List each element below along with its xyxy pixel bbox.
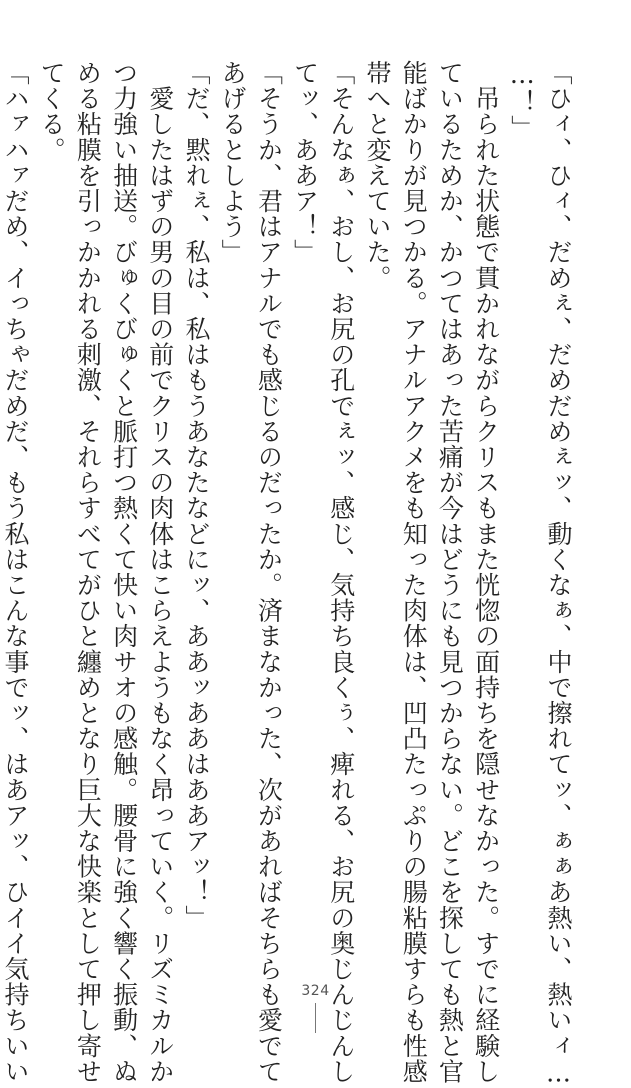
text-line: 「だ、黙れぇ、私は、私はもうあなたなどにッ、ああッああはああアッ！」 — [181, 60, 211, 931]
text-line: 吊られた状態で貫かれながらクリスもまた恍惚の面持ちを隠せなかった。すでに経験し — [471, 60, 501, 1084]
page-rule — [315, 1003, 316, 1033]
text-line: てッ、ああア！」 — [290, 60, 320, 265]
text-line: つ力強い抽送。びゅくびゅくと脈打つ熱くて快い肉サオの感触。腰骨に強く響く振動、ぬ — [109, 60, 139, 1084]
text-line: 愛したはずの男の目の前でクリスの肉体はこらえようもなく昂っていく。リズミカルか — [145, 60, 175, 1084]
text-line: 「そうか、君はアナルでも感じるのだったか。済まなかった、次があればそちらも愛でて — [254, 60, 284, 1084]
text-line: あげるとしよう」 — [218, 60, 248, 265]
text-line: 「そんなぁ、おし、お尻の孔でぇッ、感じ、気持ち良くぅ、痺れる、お尻の奥じんじんし — [326, 60, 356, 1084]
page-footer — [0, 980, 631, 999]
page-number: 324 — [301, 983, 330, 999]
text-line: 能ばかりが見つかる。アナルアクメをも知った肉体は、凹凸たっぷりの腸粘膜すらも性感 — [399, 60, 429, 1084]
text-line: める粘膜を引っかかれる刺激、それらすべてがひと纏めとなり巨大な快楽として押し寄せ — [73, 60, 103, 1084]
text-line: てくる。 — [37, 60, 67, 163]
text-line: 「ハァハァだめ、イっちゃだめだ、もう私はこんな事でッ、はあアッ、ひイイ気持ちいい — [0, 60, 30, 1084]
text-line: 帯へと変えていた。 — [362, 60, 392, 291]
text-line: …！」 — [507, 60, 537, 141]
text-line: ているためか、かつてはあった苦痛が今はどうにも見つからない。どこを探しても熱と官 — [435, 60, 465, 1084]
text-line: 「ひィ、ひィ、だめぇ、だめだめぇッ、動くなぁ、中で擦れてッ、ぁぁあ熱い、熱いィ… — [544, 60, 573, 1088]
